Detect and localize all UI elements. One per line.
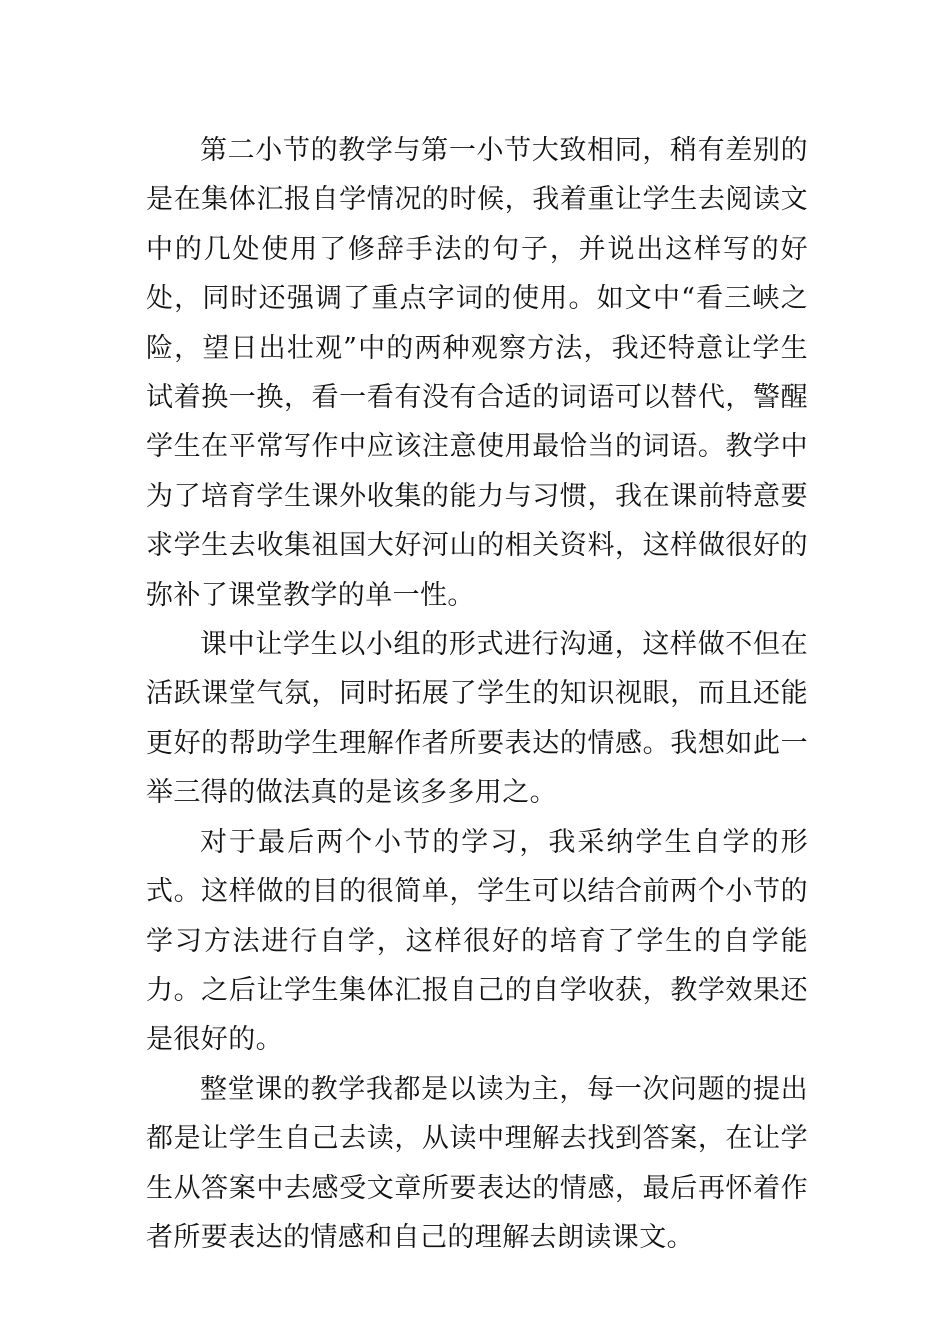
paragraph-2: 课中让学生以小组的形式进行沟通，这样做不但在活跃课堂气氛，同时拓展了学生的知识视眼，而且还能更好的帮助学生理解作者所要表达的情感。我想如此一举三得的做法真的是该多多用之。: [146, 629, 808, 809]
paragraph-4: 整堂课的教学我都是以读为主，每一次问题的提出都是让学生自己去读，从读中理解去找到答案，在让学生从答案中去感受文章所要表达的情感，最后再怀着作者所要表达的情感和自己的理解去朗读课文。: [146, 1073, 808, 1253]
paragraph-1: 第二小节的教学与第一小节大致相同，稍有差别的是在集体汇报自学情况的时候，我着重让学生去阅读文中的几处使用了修辞手法的句子，并说出这样写的好处，同时还强调了重点字词的使用。如文中“看三峡之险，望日出壮观”中的两种观察方法，我还特意让学生试着换一换，看一看有没有合适的词语可以替代，警醒学生在平常写作中应该注意使用最恰当的词语。教学中为了培育学生课外收集的能力与习惯，我在课前特意要求学生去收集祖国大好河山的相关资料，这样做很好的弥补了课堂教学的单一性。: [146, 135, 808, 611]
document-body: [146, 126, 808, 1262]
paragraph-3: 对于最后两个小节的学习，我采纳学生自学的形式。这样做的目的很简单，学生可以结合前两个小节的学习方法进行自学，这样很好的培育了学生的自学能力。之后让学生集体汇报自己的自学收获，教学效果还是很好的。: [146, 826, 808, 1056]
